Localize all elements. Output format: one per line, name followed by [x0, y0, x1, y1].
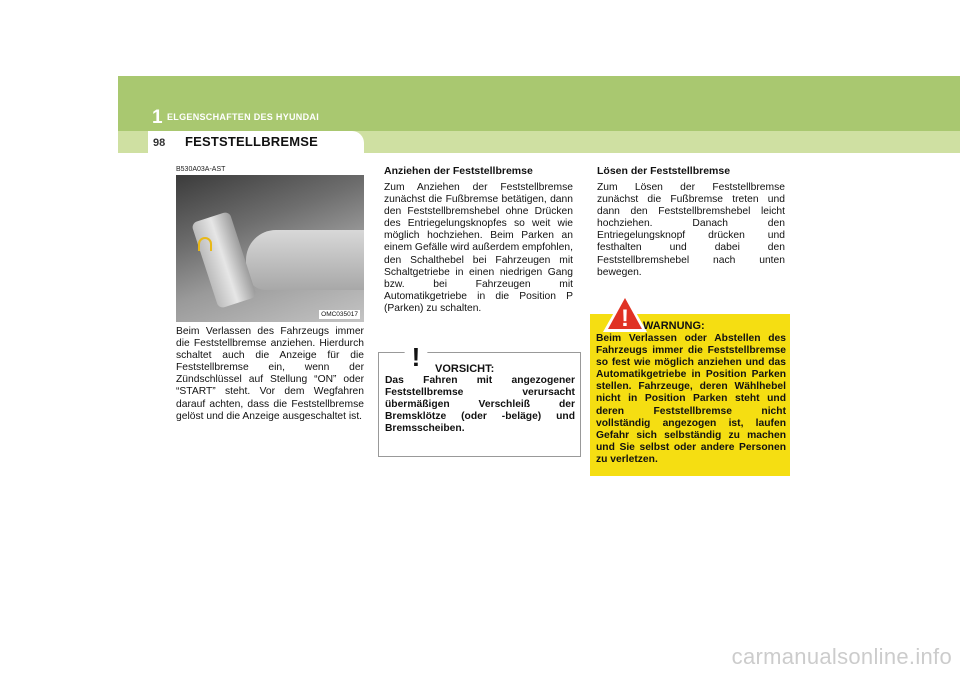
section-title: FESTSTELLBREMSE	[185, 134, 319, 149]
svg-text:!: !	[621, 305, 629, 332]
column3-heading: Lösen der Feststellbremse	[597, 165, 731, 177]
column3-paragraph: Zum Lösen der Feststellbremse zunächst die Fußbremse treten und dann den Feststellbremshebel leicht hochziehen. Danach den Entriegelungsknopf drücken und festhalten und dabei den Feststellbremshebel nach unten bewegen.	[597, 182, 785, 278]
figure-image-code: OMC035017	[321, 311, 358, 318]
page-number: 98	[153, 137, 166, 149]
warning-heading: WARNUNG:	[643, 320, 705, 332]
column2-heading: Anziehen der Feststellbremse	[384, 165, 533, 177]
warning-box	[590, 305, 790, 476]
caution-heading: VORSICHT:	[435, 363, 495, 375]
figure-reference-code: B530A03A-AST	[176, 166, 226, 173]
column2-paragraph: Zum Anziehen der Feststellbremse zunächst die Fußbremse betätigen, dann den Feststellbremshebel ohne Drücken des Entriegelungsknopfes so weit wie möglich hochziehen. Beim Parken an einem Gefälle wird außerdem empfohlen, den Schalthebel bei Fahrzeugen mit Schaltgetriebe in einen niedrigen Gang bzw. bei Fahrzeugen mit Automatikgetriebe in die Position P (Parken) zu schalten.	[384, 182, 573, 314]
chapter-number: 1	[152, 107, 163, 128]
svg-text:!: !	[411, 342, 421, 372]
exclamation-triangle-icon	[393, 333, 439, 373]
release-arrow-icon	[198, 237, 212, 251]
chapter-title: ELGENSCHAFTEN DES HYUNDAI	[167, 112, 320, 122]
caution-text: Das Fahren mit angezogener Feststellbremse verursacht übermäßigen Verschleiß der Bremsklötze (oder -beläge) und Bremsscheiben.	[385, 375, 575, 435]
center-console-shape	[246, 230, 364, 290]
column1-paragraph: Beim Verlassen des Fahrzeugs immer die Feststellbremse anziehen. Hierdurch schaltet auch die Anzeige für die Feststellbremse ein, wenn der Zündschlüssel auf Stellung “ON” oder “START” steht. Vor dem Wegfahren darauf achten, dass die Feststellbremse gelöst und die Anzeige ausgeschaltet ist.	[176, 326, 364, 422]
warning-text: Beim Verlassen oder Abstellen des Fahrzeugs immer die Feststellbremse so fest wie möglich anziehen und das Automatikgetriebe in Position Parken stellen. Fahrzeuge, deren Wählhebel nicht in Position Parken steht und deren Feststellbremse nicht vollständig angezogen ist, laufen Gefahr sich selbständig zu machen und Sie selbst oder andere Personen zu verletzen.	[596, 333, 786, 465]
caution-box	[378, 342, 581, 457]
header-band	[118, 76, 960, 131]
exclamation-triangle-icon	[602, 292, 648, 334]
watermark: carmanualsonline.info	[731, 644, 952, 669]
parking-brake-photo	[176, 175, 364, 322]
